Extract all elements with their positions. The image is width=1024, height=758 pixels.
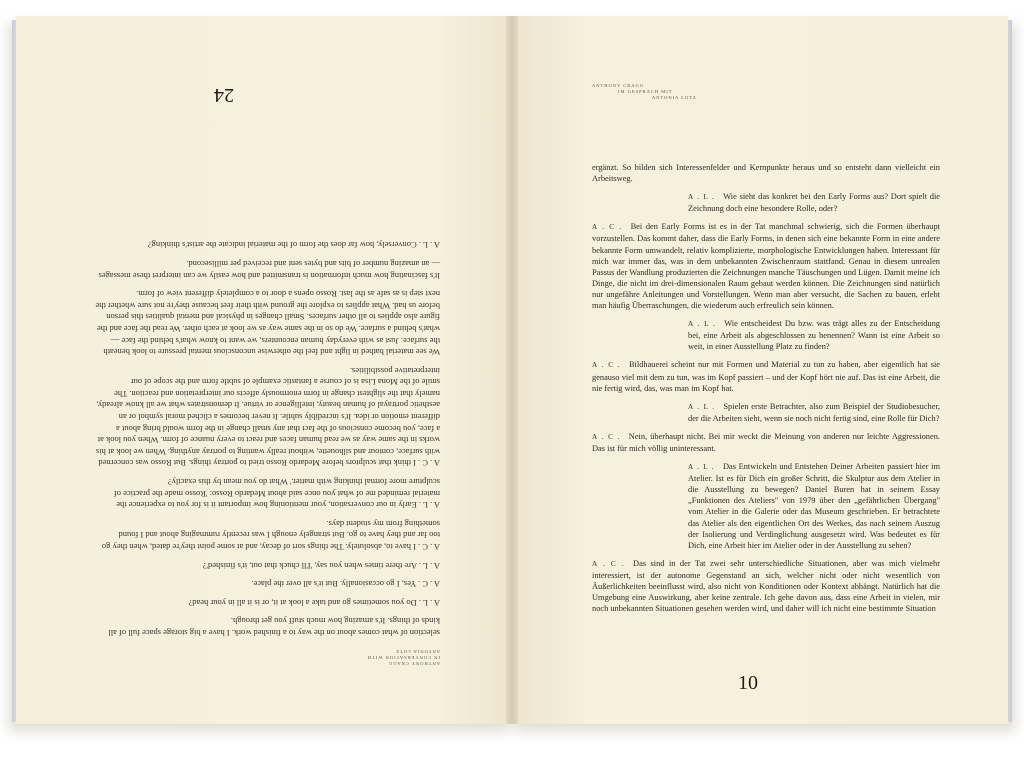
paragraph-text: ergänzt. So bilden sich Interessenfelder und Kernpunkte heraus und so entsteht dann vielleicht ein Arbeitsweg. bbox=[592, 163, 940, 184]
left-paragraph: A . L . Are there times when you say, 'I'll chuck that out, it's finished'? bbox=[202, 560, 440, 571]
paragraph-text: Spielen erste Betrachter, also zum Beispiel der Studiobesucher, der die Arbeiten sieht, wenn sie noch nicht fertig sind, eine Rolle für Dich? bbox=[688, 401, 940, 423]
left-header-line: ANTHONY CRAGG bbox=[388, 661, 440, 666]
answer-paragraph bbox=[592, 431, 940, 454]
speaker-initials: A . C . bbox=[592, 559, 625, 568]
speaker-initials: A . L . bbox=[688, 402, 716, 411]
left-page-rotated-content bbox=[16, 16, 512, 724]
question-paragraph bbox=[592, 318, 940, 352]
right-body-text bbox=[592, 162, 940, 621]
paragraph-text: Das sind in der Tat zwei sehr unterschiedliche Situationen, aber was mich vielmehr interessiert, ist der autonome Gegenstand an sich, welcher nicht oder nicht wesentlich von Äußerlichkeiten beeinflusst wird, also nicht von Konditionen oder Kontext abhängt. Natürlich hat die Umgebung eine Auswirkung, aber keine zentrale. Ich gehe davon aus, dass eine Arbeit in vielen, mir noch unbekannten Situationen gesehen werden wird, und daher will ich nicht eine bestimmte Situation bbox=[592, 558, 940, 614]
left-running-header bbox=[367, 648, 440, 666]
left-paragraph: A . L . Early in our conversation, your mentioning how important it is for you to experience the material reminded me of what you once said about Medardo Rosso: 'Rosso made the practice of sculpture more formal thinking with matter.' What do you mean by this exactly? bbox=[113, 477, 440, 511]
left-paragraph: We see material bathed in light and feel the otherwise unconscious mental pressure to look beneath the surface. Just as with everyday human encounters, we want to know what's behind the face — what's behind a surface. We do so in the same way as we look at each other. We read the face and the figure also applies to all other surfaces. Small changes in physical and mental qualities this person before us had. What applies to explore the ground with their feet because they're not sure whether the next step is as safe as the last. Rosso opens a door to a completely different view of form. bbox=[95, 289, 440, 358]
left-paragraph: A . L . Do you sometimes go and take a look at it, or is it all in your head? bbox=[188, 597, 440, 608]
paragraph-text: Wie entscheidest Du bzw. was trägt alles zu der Entscheidung bei, eine Arbeit als abgeschlossen zu benennen? Wann ist eine Arbeit so weit, in einer Ausstellung Platz zu finden? bbox=[688, 319, 940, 352]
speaker-initials: A . C . bbox=[592, 361, 621, 370]
speaker-initials: A . L . bbox=[688, 193, 715, 202]
question-paragraph bbox=[592, 461, 940, 551]
speaker-initials: A . C . bbox=[592, 223, 623, 232]
left-paragraph: It's fascinating how much information is transmitted and how easily we can interpret these messages — an amazing number of bits and bytes sent and received per millisecond. bbox=[98, 258, 440, 281]
question-paragraph bbox=[592, 401, 940, 424]
right-page-number: 10 bbox=[738, 672, 758, 694]
right-header-line: ANTHONY CRAGG bbox=[592, 83, 644, 88]
left-header-line: IN CONVERSATION WITH bbox=[366, 655, 440, 660]
right-header-line: ANTONIA LOTZ bbox=[652, 95, 697, 100]
paragraph-text: Bei den Early Forms ist es in der Tat manchmal schwierig, sich die Formen überhaupt vorzustellen. Das kommt daher, dass die Early Forms, in denen sich eine bekannte Form in eine andere bekannte Form umwandelt, relativ komplizierte, morphologische Entwicklungen haben. Interessant für mich war immer das, was in dem unbekannten Zwischenraum stattfand. Genau in diesem unrealen Passus der Wandlung produzierten die Zeichnungen manche Täuschungen und Lügen. Damit meine ich Dinge, die nicht im drei-dimensionalen Raum gebaut werden können. Die Zeichnungen sind natürlich nur ungefähre Anleitungen und Vorstellungen. Wenn man aber versucht, die Sachen zu bauen, erlebt man häufig Überraschungen, die wiederum auch erfreulich sein können. bbox=[592, 222, 940, 311]
paragraph-text: Bildhauerei scheint nur mit Formen und Material zu tun zu haben, aber eigentlich hat sie genauso viel mit dem zu tun, was im Kopf passiert – und der Kopf hört nie auf. Das ist eine Arbeit, die nie fertig wird, das, was man im Kopf hat. bbox=[592, 360, 940, 393]
question-paragraph bbox=[592, 191, 940, 214]
left-header-line: ANTONIA LOTZ bbox=[395, 649, 440, 654]
left-page[interactable] bbox=[16, 16, 512, 724]
left-paragraph: A . L . Conversely, how far does the form of the material indicate the artist's thinking? bbox=[147, 240, 440, 251]
right-page[interactable] bbox=[512, 16, 1008, 724]
right-running-header bbox=[592, 83, 697, 101]
right-header-line: IM GESPRÄCH MIT bbox=[618, 89, 673, 94]
answer-paragraph bbox=[592, 359, 940, 393]
paragraph-text: Wie sieht das konkret bei den Early Forms aus? Dort spielt die Zeichnung doch eine besondere Rolle, oder? bbox=[688, 192, 940, 214]
left-paragraph: A . C . I have to, absolutely. The things sort of decay, and at some point they're dated, when they go too far and they have to go. But strangely enough I was recently rummaging about and I found something from my student days. bbox=[101, 518, 440, 553]
left-body-text bbox=[95, 232, 440, 638]
answer-paragraph bbox=[592, 221, 940, 311]
answer-paragraph bbox=[592, 162, 940, 184]
paragraph-text: Das Entwickeln und Entstehen Deiner Arbeiten passiert hier im Atelier. Ist es für Dich ein großer Schritt, die Skulptur aus dem Atelier in die Ausstellung zu bewegen? Daniel Buren hat in seinem Essay „Funktionen des Ateliers" von 1979 über den „gefährlichen Übergang" vom Atelier in die Galerie oder das Museum geschrieben. Er betrachtete das Atelier als den eigentlichen Ort des Werkes, das nach seinem Auszug der Isolierung und Verdinglichung ausgesetzt wird. Was bedeutet es für Dich, eine Arbeit hier im Atelier oder in der Ausstellung zu sehen? bbox=[688, 462, 940, 550]
left-paragraph: A . C . I think that sculptors before Medardo Rosso tried to portray things. But Rosso was concerned with surface, contour and silhouette, without really wanting to portray anything. When we look at his works in the same way as we read human faces and react to every nuance of form. When you look at a face, you become conscious of the fact that any small change in the form would bring about a different emotion or idea. It's incredibly subtle. It never becomes a cliched moral symbol or an aesthetic portrayal of human beauty, intelligence or virtue. It demonstrates what we all know already, namely that the slightest change in form enormously affects our interpretation and reaction. The smile of the Mona Lisa is of course a fantastic example of subtle form and the scope of our interpretative possibilities. bbox=[95, 365, 440, 469]
answer-paragraph bbox=[592, 558, 940, 614]
speaker-initials: A . C . bbox=[592, 432, 621, 441]
left-page-number: 24 bbox=[214, 84, 234, 106]
book-gutter bbox=[506, 16, 518, 724]
speaker-initials: A . L . bbox=[688, 463, 715, 472]
speaker-initials: A . L . bbox=[688, 320, 716, 329]
paragraph-text: Nein, überhaupt nicht. Bei mir weckt die Meinung von anderen nur leichte Aggressionen. Das ist für mich völlig uninteressant. bbox=[592, 431, 940, 453]
left-paragraph: selection of what comes about on the way to a finished work. I have a big storage space full of all kinds of things. It's amazing how much stuff you get through. bbox=[108, 616, 440, 638]
left-paragraph: A . C . Yes, I go occasionally. But it's all over the place. bbox=[251, 579, 440, 590]
